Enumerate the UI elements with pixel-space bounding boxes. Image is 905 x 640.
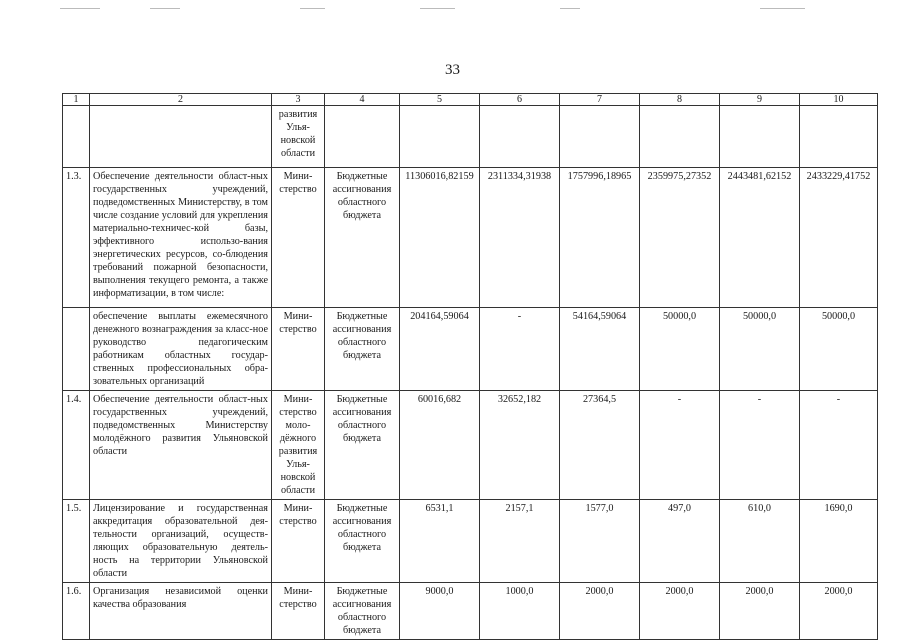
row-funding-source: Бюджетные ассигнования областного бюджета bbox=[325, 308, 400, 391]
row-executor: Мини-стерство bbox=[272, 500, 325, 583]
row-value-year: 54164,59064 bbox=[560, 308, 640, 391]
row-value-year bbox=[480, 106, 560, 168]
table-row bbox=[63, 168, 878, 308]
row-value-year: 1757996,18965 bbox=[560, 168, 640, 308]
row-value-year: 1577,0 bbox=[560, 500, 640, 583]
row-description: Обеспечение деятельности област-ных государственных учреждений, подведомственных Министерству молодёжного развития Ульяновской области bbox=[90, 391, 272, 500]
budget-table bbox=[62, 93, 878, 640]
row-value-year: 32652,182 bbox=[480, 391, 560, 500]
row-value-year: 50000,0 bbox=[720, 308, 800, 391]
row-executor: развития Улья-новской области bbox=[272, 106, 325, 168]
col-header: 8 bbox=[640, 94, 720, 106]
row-value-year: - bbox=[640, 391, 720, 500]
row-value-year: 1690,0 bbox=[800, 500, 878, 583]
col-header: 5 bbox=[400, 94, 480, 106]
row-number: 1.5. bbox=[63, 500, 90, 583]
row-executor: Мини-стерство bbox=[272, 308, 325, 391]
row-value-year: 50000,0 bbox=[640, 308, 720, 391]
table-row bbox=[63, 308, 878, 391]
row-description: Обеспечение деятельности област-ных государственных учреждений, подведомственных Министерству, в том числе создание условий для укрепления материально-техничес-кой базы, эффективного использо-вания энергетических ресурсов, со-блюдения требований пожарной безопасности, выполнения текущего ремонта, а также информатизации, в том числе: bbox=[90, 168, 272, 308]
row-value-year bbox=[800, 106, 878, 168]
col-header: 2 bbox=[90, 94, 272, 106]
row-value-year: 2443481,62152 bbox=[720, 168, 800, 308]
page-number: 33 bbox=[445, 62, 460, 78]
row-executor: Мини-стерство bbox=[272, 583, 325, 640]
row-value-year: - bbox=[800, 391, 878, 500]
row-value-year: 2000,0 bbox=[640, 583, 720, 640]
row-value-year: 2000,0 bbox=[720, 583, 800, 640]
row-number: 1.3. bbox=[63, 168, 90, 308]
row-value-year: 50000,0 bbox=[800, 308, 878, 391]
scan-noise bbox=[0, 0, 905, 12]
row-value-year: 2000,0 bbox=[560, 583, 640, 640]
row-value-year bbox=[720, 106, 800, 168]
row-value-total: 204164,59064 bbox=[400, 308, 480, 391]
row-funding-source: Бюджетные ассигнования областного бюджета bbox=[325, 168, 400, 308]
col-header: 7 bbox=[560, 94, 640, 106]
row-value-total: 11306016,82159 bbox=[400, 168, 480, 308]
row-value-year bbox=[640, 106, 720, 168]
table-row bbox=[63, 500, 878, 583]
col-header: 10 bbox=[800, 94, 878, 106]
row-value-year: 2311334,31938 bbox=[480, 168, 560, 308]
row-funding-source: Бюджетные ассигнования областного бюджета bbox=[325, 391, 400, 500]
table-header-row bbox=[63, 94, 878, 106]
row-value-year bbox=[560, 106, 640, 168]
row-funding-source: Бюджетные ассигнования областного бюджета bbox=[325, 583, 400, 640]
row-number: 1.6. bbox=[63, 583, 90, 640]
row-value-total: 60016,682 bbox=[400, 391, 480, 500]
row-number bbox=[63, 308, 90, 391]
row-value-total: 6531,1 bbox=[400, 500, 480, 583]
row-value-year: 610,0 bbox=[720, 500, 800, 583]
col-header: 9 bbox=[720, 94, 800, 106]
col-header: 1 bbox=[63, 94, 90, 106]
row-value-year: 1000,0 bbox=[480, 583, 560, 640]
col-header: 3 bbox=[272, 94, 325, 106]
row-value-year: - bbox=[480, 308, 560, 391]
row-value-year: 2359975,27352 bbox=[640, 168, 720, 308]
col-header: 4 bbox=[325, 94, 400, 106]
table-row bbox=[63, 583, 878, 640]
row-funding-source: Бюджетные ассигнования областного бюджета bbox=[325, 500, 400, 583]
row-number bbox=[63, 106, 90, 168]
col-header: 6 bbox=[480, 94, 560, 106]
row-value-year: - bbox=[720, 391, 800, 500]
row-value-total: 9000,0 bbox=[400, 583, 480, 640]
row-value-year: 497,0 bbox=[640, 500, 720, 583]
row-description: обеспечение выплаты ежемесячного денежного вознаграждения за класс-ное руководство педагогическим работникам областных государ-ственных профессиональных обра-зовательных организаций bbox=[90, 308, 272, 391]
row-value-year: 27364,5 bbox=[560, 391, 640, 500]
row-value-year: 2433229,41752 bbox=[800, 168, 878, 308]
row-value-year: 2000,0 bbox=[800, 583, 878, 640]
row-number: 1.4. bbox=[63, 391, 90, 500]
row-executor: Мини-стерство bbox=[272, 168, 325, 308]
table-row bbox=[63, 106, 878, 168]
table-row bbox=[63, 391, 878, 500]
row-description bbox=[90, 106, 272, 168]
row-value-total bbox=[400, 106, 480, 168]
row-value-year: 2157,1 bbox=[480, 500, 560, 583]
row-description: Организация независимой оценки качества образования bbox=[90, 583, 272, 640]
row-executor: Мини-стерство моло-дёжного развития Улья-новской области bbox=[272, 391, 325, 500]
row-description: Лицензирование и государственная аккредитация образовательной дея-тельности организаций, осуществ-ляющих образовательную деятель-ность на территории Ульяновской области bbox=[90, 500, 272, 583]
row-funding-source bbox=[325, 106, 400, 168]
